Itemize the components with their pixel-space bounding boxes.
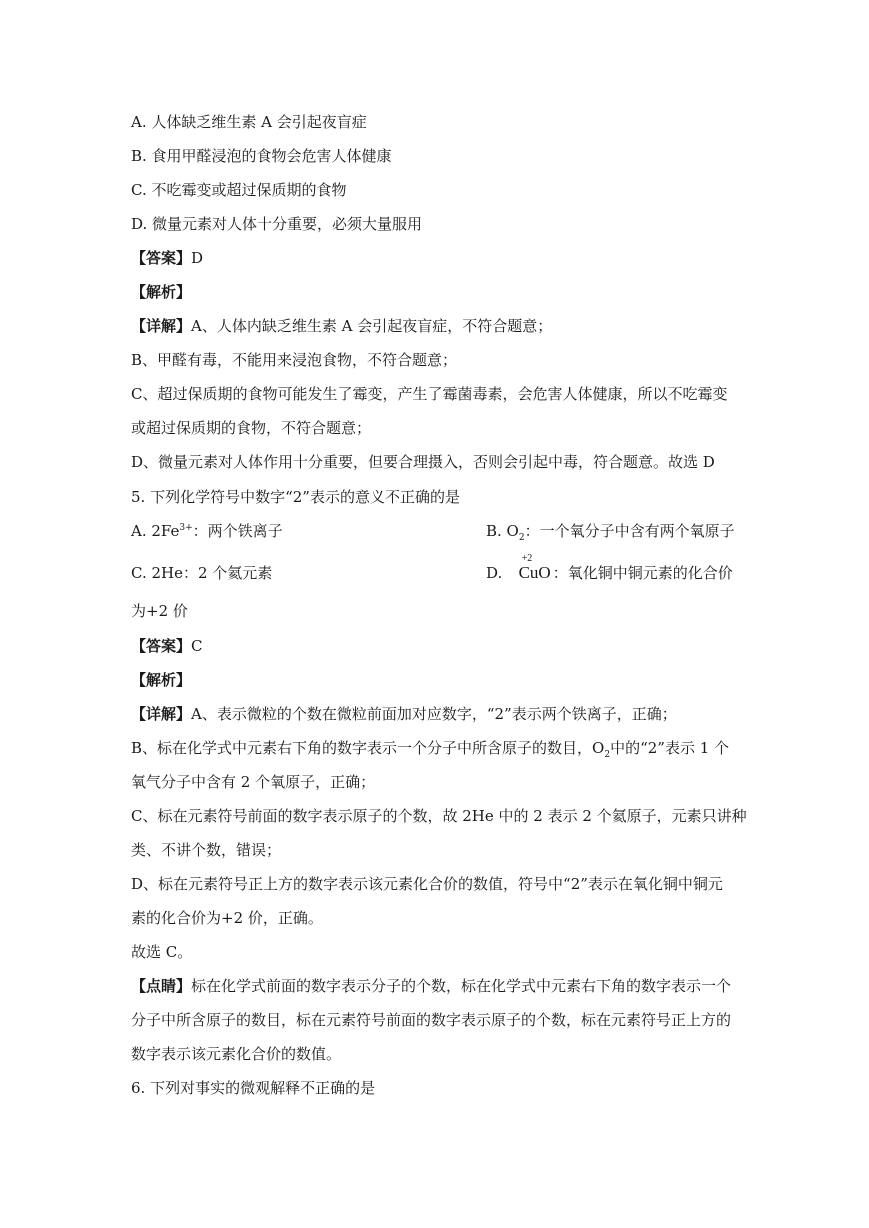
q5-conclusion: 故选 C。 — [131, 943, 193, 961]
option-b-text: ：一个氧分子中含有两个氧原子 — [524, 522, 735, 540]
detail-b-text-end: 中的“2”表示 1 个 — [610, 739, 730, 757]
answer-tag: 【答案】 — [131, 249, 192, 267]
q4-analysis-tag: 【解析】 — [131, 283, 192, 301]
q4-detail-line — [131, 316, 552, 336]
q5-option-a — [131, 521, 283, 541]
q5-option-b — [486, 521, 735, 541]
detail-tag: 【详解】 — [131, 317, 192, 335]
detail-text: A、人体内缺乏维生素 A 会引起夜盲症，不符合题意； — [191, 317, 553, 335]
q4-detail-c-line2: 或超过保质期的食物，不符合题意； — [131, 419, 372, 437]
q4-detail-d: D、微量元素对人体作用十分重要，但要合理摄入，否则会引起中毒，符合题意。故选 D — [131, 453, 715, 471]
q5-tip-line2: 分子中所含原子的数目，标在元素符号前面的数字表示原子的个数，标在元素符号正上方的 — [131, 1011, 732, 1029]
tip-tag: 【点睛】 — [131, 977, 192, 995]
oxidation-state: +2 — [521, 553, 533, 564]
option-a-text: ：两个铁离子 — [192, 522, 283, 540]
option-d-label: D. — [486, 564, 503, 582]
q4-detail-b: B、甲醛有毒，不能用来浸泡食物，不符合题意； — [131, 351, 458, 369]
detail-tag: 【详解】 — [131, 705, 192, 723]
q4-option-c: C. 不吃霉变或超过保质期的食物 — [131, 181, 347, 199]
q4-option-b: B. 食用甲醛浸泡的食物会危害人体健康 — [131, 147, 392, 165]
q5-analysis-tag: 【解析】 — [131, 671, 192, 689]
detail-text: A、表示微粒的个数在微粒前面加对应数字，“2”表示两个铁离子，正确； — [191, 705, 677, 723]
q5-tip-line3: 数字表示该元素化合价的数值。 — [131, 1045, 342, 1063]
option-a-formula: A. 2Fe — [131, 522, 180, 540]
option-d-text: ：氧化铜中铜元素的化合价 — [552, 564, 733, 582]
q5-answer — [131, 636, 203, 656]
q5-option-c: C. 2He：2 个氦元素 — [131, 564, 273, 582]
tip-text: 标在化学式前面的数字表示分子的个数，标在化学式中元素右下角的数字表示一个 — [191, 977, 732, 995]
option-b-subscript: 2 — [518, 533, 525, 543]
q5-option-d-cont: 为+2 价 — [131, 602, 188, 620]
q5-detail-d-line1: D、标在元素符号正上方的数字表示该元素化合价的数值，符号中“2”表示在氧化铜中铜元 — [131, 875, 723, 893]
q6-stem: 6. 下列对事实的微观解释不正确的是 — [131, 1079, 376, 1097]
detail-b-text: B、标在化学式中元素右下角的数字表示一个分子中所含原子的数目，O — [131, 739, 605, 757]
q4-option-d: D. 微量元素对人体十分重要，必须大量服用 — [131, 215, 423, 233]
q4-detail-c-line1: C、超过保质期的食物可能发生了霉变，产生了霉菌毒素，会危害人体健康，所以不吃霉变 — [131, 385, 728, 403]
answer-tag: 【答案】 — [131, 637, 192, 655]
q5-detail-d-line2: 素的化合价为+2 价，正确。 — [131, 909, 323, 927]
q5-detail-line — [131, 704, 677, 724]
q4-answer — [131, 248, 203, 268]
detail-b-subscript: 2 — [604, 750, 611, 760]
q5-detail-c-line1: C、标在元素符号前面的数字表示原子的个数，故 2He 中的 2 表示 2 个氦原子，元素只讲种 — [131, 807, 747, 825]
q5-detail-c-line2: 类、不讲个数，错误； — [131, 841, 282, 859]
q5-detail-b-line2: 氧气分子中含有 2 个氧原子，正确； — [131, 773, 376, 791]
q4-option-a: A. 人体缺乏维生素 A 会引起夜盲症 — [131, 113, 367, 131]
answer-value: D — [191, 249, 204, 267]
option-b-formula: B. O — [486, 522, 519, 540]
q5-option-d — [486, 553, 733, 583]
answer-value: C — [191, 637, 203, 655]
option-a-charge: 3+ — [179, 523, 193, 533]
formula-text: CuO — [518, 563, 551, 582]
q5-tip-line1 — [131, 976, 731, 996]
q5-stem: 5. 下列化学符号中数字“2”表示的意义不正确的是 — [131, 488, 460, 506]
q5-detail-b-line1 — [131, 738, 729, 758]
cuo-formula — [518, 553, 551, 583]
